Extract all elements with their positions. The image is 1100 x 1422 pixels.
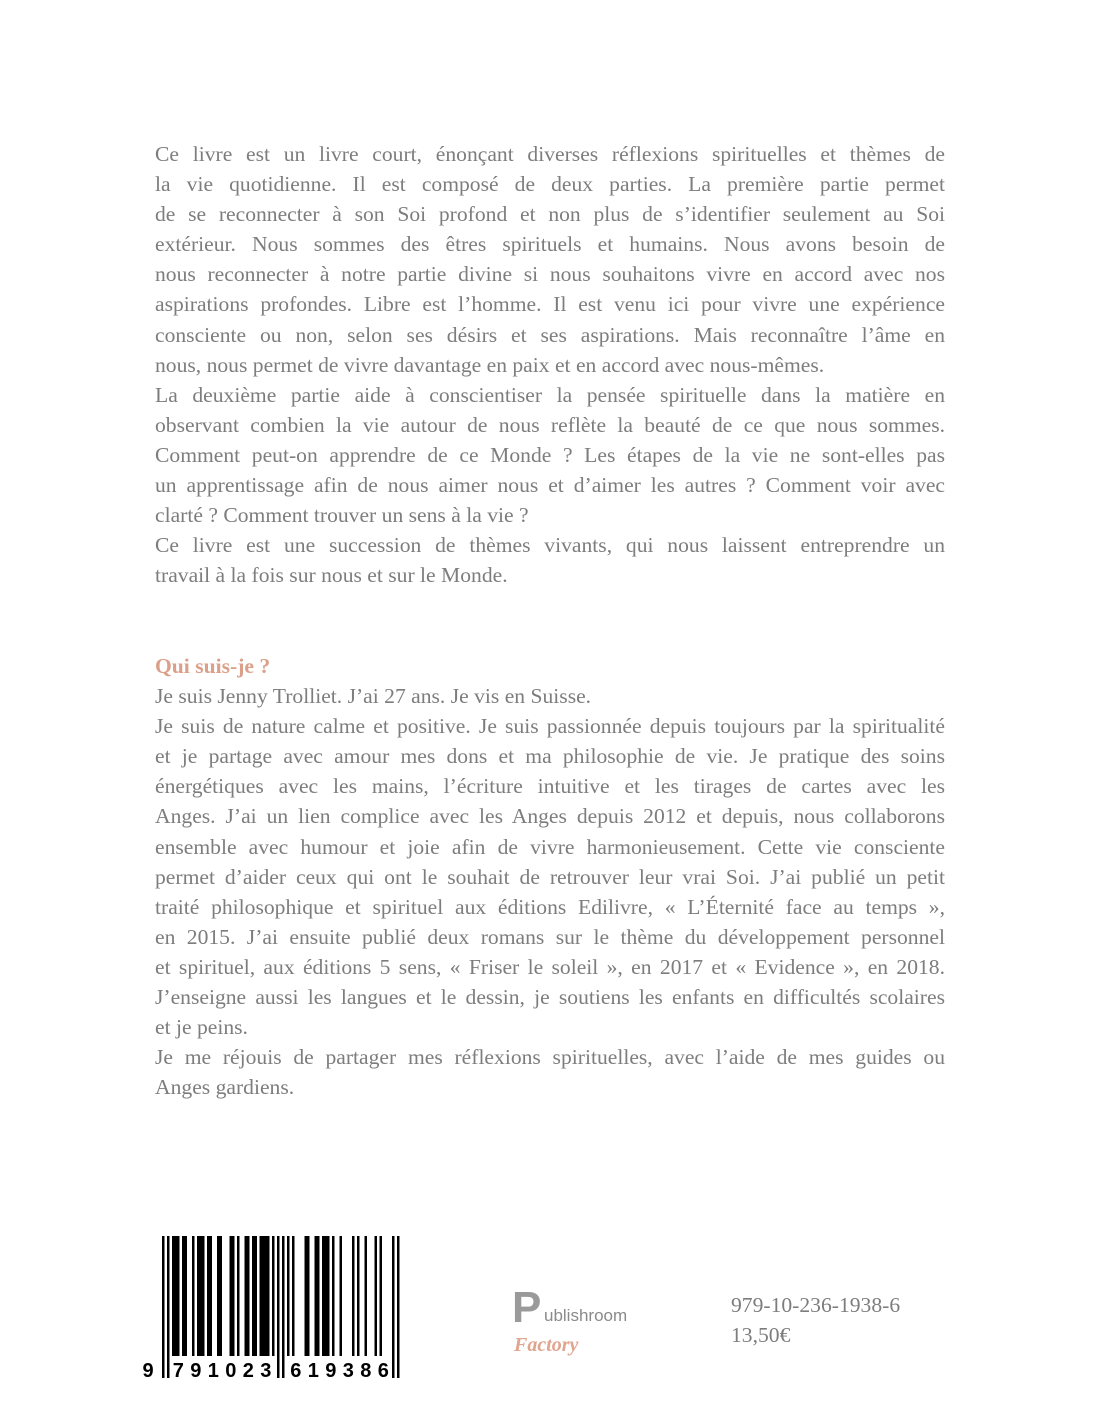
text-line: observant combien la vie autour de nous reflète la beauté de ce que nous sommes. [155, 412, 945, 437]
barcode-bar [272, 1236, 275, 1356]
barcode-bar [200, 1236, 203, 1356]
barcode-bar [277, 1236, 280, 1378]
text-line: et je partage avec amour mes dons et ma philosophie de vie. Je pratique des soins [155, 744, 945, 769]
text-line: clarté ? Comment trouver un sens à la vie ? [155, 503, 529, 528]
barcode-bar [262, 1236, 265, 1356]
barcode-bar [210, 1236, 213, 1356]
text-line: Je me réjouis de partager mes réflexions spirituelles, avec l’aide de mes guides ou [155, 1045, 945, 1070]
barcode-bar [167, 1236, 170, 1378]
barcode-bar [340, 1236, 343, 1356]
author-bio [155, 651, 945, 1102]
text-line: un apprentissage afin de nous aimer nous et d’aimer les autres ? Comment voir avec [155, 473, 945, 498]
barcode-digit: 2 [242, 1360, 254, 1381]
barcode-digit: 3 [260, 1360, 272, 1381]
text-line: et je peins. [155, 1015, 248, 1040]
text-line: J’enseigne aussi les langues et le dessin, je soutiens les enfants en difficultés scolaires [155, 985, 945, 1010]
barcode-bar [220, 1236, 223, 1356]
barcode-bar [325, 1236, 328, 1356]
barcode-bar [192, 1236, 195, 1356]
text-line: extérieur. Nous sommes des êtres spirituels et humains. Nous avons besoin de [155, 232, 945, 257]
isbn-number: 979-10-236-1938-6 [731, 1293, 901, 1317]
barcode-digit: 3 [342, 1360, 354, 1381]
author-heading: Qui suis-je ? [155, 654, 271, 678]
barcode-bar [247, 1236, 250, 1356]
barcode-bar [397, 1236, 400, 1378]
barcode-bar [237, 1236, 240, 1356]
barcode-digit: 0 [225, 1360, 237, 1381]
text-line: La deuxième partie aide à conscientiser la pensée spirituelle dans la matière en [155, 382, 945, 407]
barcode-bar [197, 1236, 200, 1356]
barcode-bar [207, 1236, 210, 1356]
barcode-bar [182, 1236, 185, 1356]
barcode-bar [305, 1236, 308, 1356]
text-line: énergétiques avec les mains, l’écriture intuitive et les tirages de cartes avec les [155, 774, 945, 799]
text-line: ensemble avec humour et joie afin de vivre harmonieusement. Cette vie consciente [155, 834, 945, 859]
book-info [731, 1290, 900, 1350]
logo-main-text: ublishroom [544, 1306, 628, 1325]
publisher-logo [510, 1283, 650, 1360]
barcode-digit: 6 [377, 1360, 389, 1381]
barcode-digit: 1 [307, 1360, 319, 1381]
barcode-bar [357, 1236, 360, 1356]
barcode-digit: 9 [190, 1360, 202, 1381]
barcode-bar [185, 1236, 188, 1356]
barcode-bar [232, 1236, 235, 1356]
text-line: de se reconnecter à son Soi profond et non plus de s’identifier seulement au Soi [155, 202, 945, 227]
barcode-bar [177, 1236, 180, 1356]
text-line: Anges. J’ai un lien complice avec les Anges depuis 2012 et depuis, nous collaborons [155, 804, 945, 829]
barcode-bar [352, 1236, 355, 1356]
barcode-bar [245, 1236, 248, 1356]
barcode-bar [255, 1236, 258, 1356]
barcode-bar [327, 1236, 330, 1356]
text-line: en 2015. J’ai ensuite publié deux romans sur le thème du développement personnel [155, 924, 945, 949]
barcode-digit: 1 [207, 1360, 219, 1381]
text-line: Anges gardiens. [155, 1075, 295, 1100]
barcode-bar [375, 1236, 378, 1356]
barcode-digit: 9 [325, 1360, 337, 1381]
barcode-digit: 6 [290, 1360, 302, 1381]
text-line: Comment peut-on apprendre de ce Monde ? Les étapes de la vie ne sont-elles pas [155, 442, 945, 467]
barcode-digit: 9 [142, 1360, 154, 1381]
text-line: permet d’aider ceux qui ont le souhait de retrouver leur vrai Soi. J’ai publié un petit [155, 864, 945, 889]
text-line: la vie quotidienne. Il est composé de deux parties. La première partie permet [155, 172, 945, 197]
barcode-bar [307, 1236, 310, 1356]
price: 13,50€ [731, 1323, 791, 1347]
barcode-bar [175, 1236, 178, 1356]
barcode-bar [267, 1236, 270, 1356]
barcode-bar [202, 1236, 205, 1356]
barcode-bar [172, 1236, 175, 1356]
text-line: consciente ou non, selon ses désirs et ses aspirations. Mais reconnaître l’âme en [155, 322, 945, 347]
text-line: Je suis Jenny Trolliet. J’ai 27 ans. Je vis en Suisse. [155, 684, 592, 709]
barcode-bar [162, 1236, 165, 1378]
barcode-bar [380, 1236, 383, 1356]
barcode-bar [287, 1236, 290, 1356]
barcode-bar [230, 1236, 233, 1356]
barcode-bar [292, 1236, 295, 1356]
text-line: travail à la fois sur nous et sur le Monde. [155, 563, 508, 588]
barcode-bar [332, 1236, 335, 1356]
text-line: nous reconnecter à notre partie divine si nous souhaitons vivre en accord avec nos [155, 262, 945, 287]
summary-text [155, 139, 945, 590]
text-line: Ce livre est un livre court, énonçant diverses réflexions spirituelles et thèmes de [155, 142, 945, 166]
barcode-digit: 8 [360, 1360, 372, 1381]
barcode-bar [392, 1236, 395, 1378]
barcode-bar [217, 1236, 220, 1356]
barcode-bar [252, 1236, 255, 1356]
isbn-barcode [140, 1236, 410, 1381]
text-line: et spirituel, aux éditions 5 sens, « Friser le soleil », en 2017 et « Evidence », en 2018. [155, 954, 945, 979]
barcode-bar [317, 1236, 320, 1356]
barcode-bar [315, 1236, 318, 1356]
barcode-bar [282, 1236, 285, 1378]
barcode-bar [265, 1236, 268, 1356]
barcode-bar [260, 1236, 263, 1356]
text-line: aspirations profondes. Libre est l’homme. Il est venu ici pour vivre une expérience [155, 292, 945, 317]
barcode-bar [322, 1236, 325, 1356]
text-line: traité philosophique et spirituel aux éditions Edilivre, « L’Éternité face au temps », [155, 894, 945, 919]
barcode-bar [365, 1236, 368, 1356]
logo-initial: P [512, 1283, 542, 1332]
text-line: nous, nous permet de vivre davantage en paix et en accord avec nous-mêmes. [155, 352, 825, 377]
barcode-digit: 7 [172, 1360, 184, 1381]
text-line: Ce livre est une succession de thèmes vivants, qui nous laissent entreprendre un [155, 533, 945, 558]
logo-sub-text: Factory [514, 1334, 579, 1356]
text-line: Je suis de nature calme et positive. Je suis passionnée depuis toujours par la spiritualité [155, 714, 945, 739]
